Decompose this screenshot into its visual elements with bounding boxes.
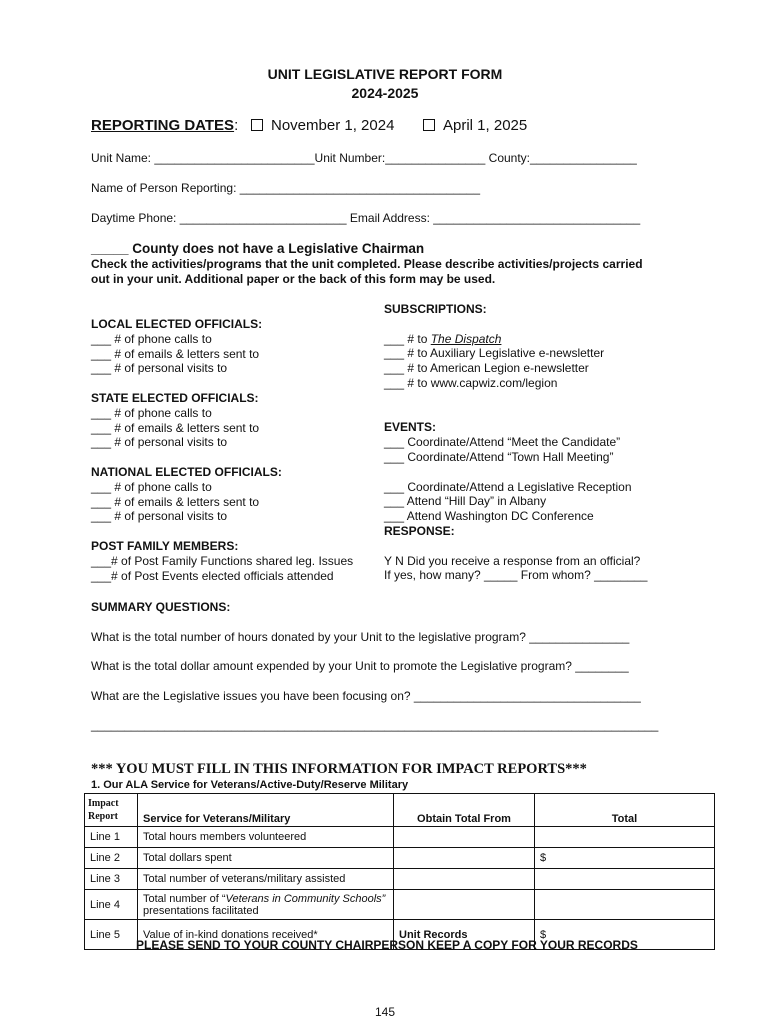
- row-total[interactable]: [535, 869, 715, 890]
- subs-legion-item[interactable]: ___ # to American Legion e-newsletter: [384, 361, 589, 376]
- row-obtain-from[interactable]: [394, 890, 535, 920]
- impact-header-row: [85, 794, 715, 827]
- row-service: Total dollars spent: [138, 848, 394, 869]
- header-total: Total: [535, 794, 715, 827]
- row-line-label: Line 4: [85, 890, 138, 920]
- date-option-april[interactable]: [423, 117, 527, 134]
- row-total[interactable]: $: [535, 848, 715, 869]
- post-events-item[interactable]: ___# of Post Events elected officials attended: [91, 568, 334, 583]
- row-line-label: Line 2: [85, 848, 138, 869]
- response-question[interactable]: Y N Did you receive a response from an official?: [384, 553, 641, 568]
- person-reporting-line[interactable]: Name of Person Reporting: ____________________________________: [91, 181, 480, 195]
- footer-instruction: PLEASE SEND TO YOUR COUNTY CHAIRPERSON KEEP A COPY FOR YOUR RECORDS: [136, 938, 638, 952]
- event-meet-candidate-item[interactable]: ___ Coordinate/Attend “Meet the Candidate”: [384, 435, 621, 450]
- event-dc-conference-item[interactable]: ___ Attend Washington DC Conference: [384, 509, 594, 524]
- subs-capwiz-item[interactable]: ___ # to www.capwiz.com/legion: [384, 375, 558, 390]
- date-november-label: November 1, 2024: [271, 117, 395, 134]
- event-town-hall-item[interactable]: ___ Coordinate/Attend “Town Hall Meeting”: [384, 449, 614, 464]
- row-service-italic: Veterans in Community Schools”: [225, 892, 386, 905]
- row-obtain-from[interactable]: Unit Records: [394, 920, 535, 950]
- summary-blank-line[interactable]: _____________________________________________________________________________________: [91, 718, 659, 732]
- left-activities-column: [91, 317, 353, 583]
- row-service: [138, 890, 394, 920]
- subs-dispatch-prefix: ___ # to: [384, 331, 431, 346]
- summary-question-dollars[interactable]: What is the total dollar amount expended by your Unit to promote the Legislative program? ________: [91, 659, 629, 673]
- checkbox-november[interactable]: [251, 119, 263, 131]
- response-how-many[interactable]: If yes, how many? _____ From whom? ________: [384, 568, 648, 583]
- national-visits-item[interactable]: ___ # of personal visits to: [91, 509, 228, 524]
- local-emails-item[interactable]: ___ # of emails & letters sent to: [91, 346, 260, 361]
- table-row: [85, 848, 715, 869]
- instructions-line-1: Check the activities/programs that the unit completed. Please describe activities/projects carried: [91, 257, 643, 271]
- row-service: Total number of veterans/military assisted: [138, 869, 394, 890]
- row-line-label: Line 1: [85, 827, 138, 848]
- table-row: [85, 890, 715, 920]
- date-option-november[interactable]: [251, 117, 394, 134]
- row-obtain-from[interactable]: [394, 869, 535, 890]
- unit-info-line[interactable]: Unit Name: ________________________Unit Number:_______________ County:________________: [91, 151, 637, 165]
- reporting-dates-colon: :: [234, 117, 239, 134]
- local-phone-item[interactable]: ___ # of phone calls to: [91, 331, 212, 346]
- events-title: EVENTS:: [384, 420, 437, 435]
- row-service-suffix: presentations facilitated: [143, 904, 259, 917]
- row-service: Total hours members volunteered: [138, 827, 394, 848]
- event-hill-day-item[interactable]: ___ Attend “Hill Day” in Albany: [384, 494, 547, 509]
- post-functions-item[interactable]: ___# of Post Family Functions shared leg. Issues: [91, 553, 354, 568]
- summary-title: SUMMARY QUESTIONS:: [91, 600, 231, 614]
- page-number: 145: [374, 1005, 396, 1019]
- summary-question-issues[interactable]: What are the Legislative issues you have been focusing on? __________________________________: [91, 689, 641, 703]
- right-activities-column: [384, 302, 647, 583]
- subs-dispatch-item[interactable]: [384, 332, 647, 347]
- header-impact-report: Impact Report: [85, 794, 138, 827]
- state-officials-title: STATE ELECTED OFFICIALS:: [91, 390, 259, 405]
- header-service: Service for Veterans/Military: [138, 794, 394, 827]
- row-obtain-from[interactable]: [394, 848, 535, 869]
- form-year: 2024-2025: [351, 85, 419, 101]
- state-visits-item[interactable]: ___ # of personal visits to: [91, 435, 228, 450]
- local-visits-item[interactable]: ___ # of personal visits to: [91, 361, 228, 376]
- row-obtain-from[interactable]: [394, 827, 535, 848]
- national-emails-item[interactable]: ___ # of emails & letters sent to: [91, 494, 260, 509]
- checkbox-april[interactable]: [423, 119, 435, 131]
- impact-subtitle: 1. Our ALA Service for Veterans/Active-Duty/Reserve Military: [91, 779, 409, 791]
- header-obtain-from: Obtain Total From: [394, 794, 535, 827]
- national-officials-title: NATIONAL ELECTED OFFICIALS:: [91, 464, 282, 479]
- form-title: UNIT LEGISLATIVE REPORT FORM: [267, 66, 503, 82]
- row-line-label: Line 5: [85, 920, 138, 950]
- summary-question-hours[interactable]: What is the total number of hours donated by your Unit to the legislative program? _______________: [91, 630, 630, 644]
- instructions-line-2: out in your unit. Additional paper or the back of this form may be used.: [91, 272, 496, 286]
- dispatch-name: The Dispatch: [430, 331, 502, 346]
- state-emails-item[interactable]: ___ # of emails & letters sent to: [91, 420, 260, 435]
- row-total[interactable]: [535, 827, 715, 848]
- row-total[interactable]: $: [535, 920, 715, 950]
- table-row: [85, 869, 715, 890]
- reporting-dates-row: [91, 117, 238, 134]
- phone-email-line[interactable]: Daytime Phone: _________________________ Email Address: _______________________________: [91, 211, 641, 225]
- post-family-title: POST FAMILY MEMBERS:: [91, 538, 239, 553]
- event-reception-item[interactable]: ___ Coordinate/Attend a Legislative Reception: [384, 479, 632, 494]
- table-row: [85, 827, 715, 848]
- national-phone-item[interactable]: ___ # of phone calls to: [91, 479, 212, 494]
- no-chairman-line[interactable]: _____ County does not have a Legislative Chairman: [91, 241, 425, 256]
- row-service: Value of in-kind donations received*: [138, 920, 394, 950]
- impact-title: *** YOU MUST FILL IN THIS INFORMATION FOR IMPACT REPORTS***: [91, 761, 587, 777]
- row-total[interactable]: [535, 890, 715, 920]
- row-service-prefix: Total number of “: [143, 892, 226, 905]
- reporting-dates-label: REPORTING DATES: [91, 117, 235, 134]
- impact-table: [84, 793, 715, 950]
- response-title: RESPONSE:: [384, 523, 455, 538]
- subs-auxiliary-item[interactable]: ___ # to Auxiliary Legislative e-newsletter: [384, 346, 605, 361]
- date-april-label: April 1, 2025: [443, 117, 528, 134]
- state-phone-item[interactable]: ___ # of phone calls to: [91, 405, 212, 420]
- row-line-label: Line 3: [85, 869, 138, 890]
- subscriptions-title: SUBSCRIPTIONS:: [384, 302, 487, 316]
- local-officials-title: LOCAL ELECTED OFFICIALS:: [91, 317, 263, 331]
